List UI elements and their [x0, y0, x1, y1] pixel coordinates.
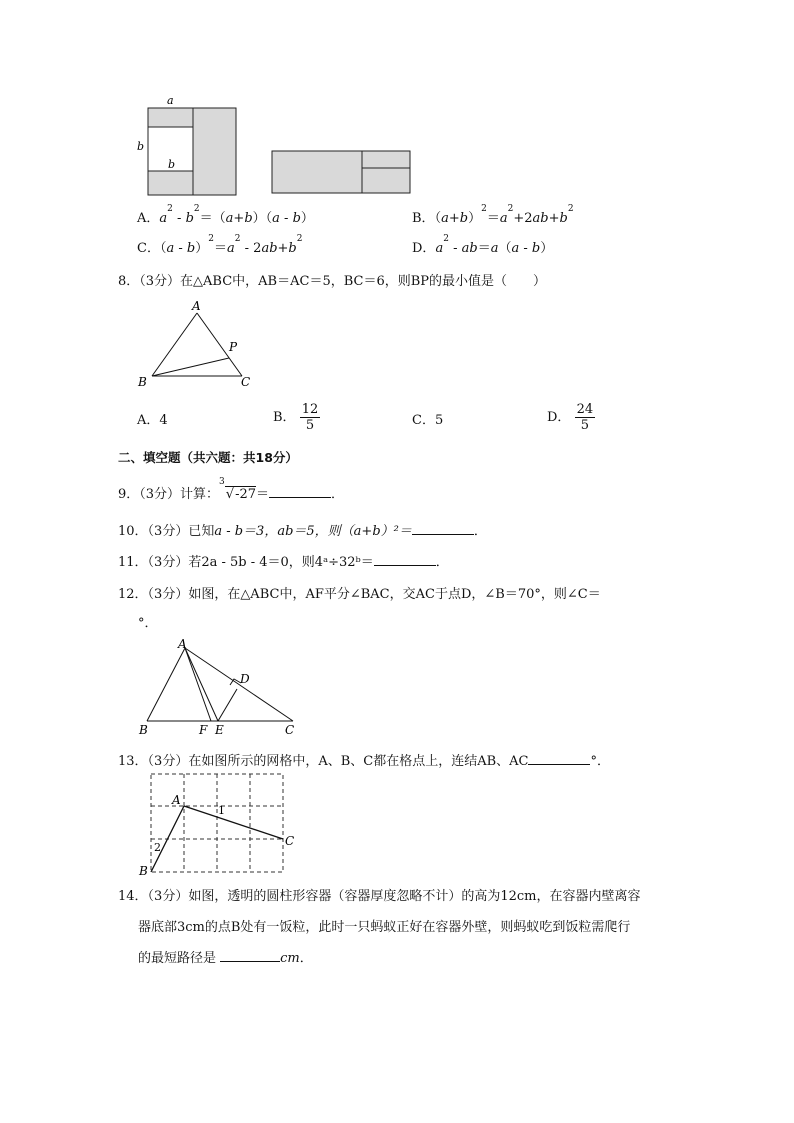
section-2-title: 二、填空题（共六题：共18分） [118, 450, 298, 465]
q14-line3: 的最短路径是 cm． [138, 951, 313, 966]
q11: 11．（3分）若2a - 5b - 4＝0，则4ᵃ÷32ᵇ＝ ． [118, 555, 449, 570]
q7-label-b-inner: b [168, 158, 176, 171]
q13-label-b: B [139, 864, 148, 878]
q9: 9．（3分）计算：$^3$√-27＝ ． [118, 477, 345, 502]
q8-option-c[interactable]: C．5 [412, 413, 444, 428]
q8-label-b: B [138, 375, 147, 389]
q8-option-a[interactable]: A．4 [137, 413, 168, 428]
q8-label-c: C [241, 375, 251, 389]
q12-label-b: B [139, 723, 148, 737]
q13-label-1: 1 [218, 804, 225, 817]
q13-label-c: C [285, 834, 295, 848]
q13-label-2: 2 [154, 841, 161, 854]
q8-figure [130, 298, 260, 390]
q12-label-a: A [178, 637, 187, 651]
q12-label-e: E [215, 723, 224, 737]
q8-option-d[interactable]: D． $\frac{24}{5}$ [547, 402, 594, 433]
q9-answer-blank[interactable] [269, 485, 331, 498]
q7-label-a: a [167, 94, 174, 107]
q10: 10．（3分）已知a - b＝3，ab＝5，则（a+b）²＝ ． [118, 524, 487, 539]
q13-label-a: A [172, 793, 181, 807]
q7-option-a[interactable]: A．$a^2 - b^2=(a+b)(a - b)$ [137, 204, 314, 226]
q7-option-b[interactable]: B．$(a+b)^2=a^2+2ab+b^2$ [412, 204, 574, 226]
q8-label-a: A [192, 299, 201, 313]
q7-option-d[interactable]: D．$a^2 - ab=a(a - b)$ [412, 234, 554, 256]
q7-label-b-side: b [137, 140, 145, 153]
q7-figure [130, 90, 420, 200]
q14-answer-blank[interactable] [220, 949, 280, 962]
q8-option-b-fraction: $\frac{12}{5}$ [301, 402, 319, 433]
q10-answer-blank[interactable] [412, 522, 474, 535]
q13: 13．（3分）在如图所示的网格中，A、B、C都在格点上，连结AB、AC °． [118, 754, 610, 769]
q14-line1: 14．（3分）如图，透明的圆柱形容器（容器厚度忽略不计）的高为12cm，在容器内壁离容 [118, 889, 641, 904]
q7-option-c[interactable]: C．$(a - b)^2=a^2 - 2ab+b^2$ [137, 234, 303, 256]
q8-option-d-fraction: $\frac{24}{5}$ [576, 402, 594, 433]
q8-option-b[interactable]: B． $\frac{12}{5}$ [273, 402, 319, 433]
q12-label-c: C [285, 723, 295, 737]
q12-line2: °． [138, 616, 158, 631]
q14-line2: 器底部3cm的点B处有一饭粒，此时一只蚂蚁正好在容器外壁，则蚂蚁吃到饭粒需爬行 [138, 920, 631, 935]
q11-answer-blank[interactable] [374, 553, 436, 566]
q12-line1: 12．（3分）如图，在△ABC中，AF平分∠BAC，交AC于点D，∠B＝70°，则∠C＝ [118, 587, 601, 602]
q13-answer-blank[interactable] [528, 752, 590, 765]
q12-label-f: F [199, 723, 208, 737]
q8-label-p: P [229, 340, 238, 354]
q8-stem: 8．（3分）在△ABC中，AB＝AC＝5，BC＝6，则BP的最小值是（ ） [118, 274, 547, 289]
q12-label-d: D [240, 672, 250, 686]
q13-figure [135, 768, 305, 880]
q12-figure [135, 636, 305, 740]
